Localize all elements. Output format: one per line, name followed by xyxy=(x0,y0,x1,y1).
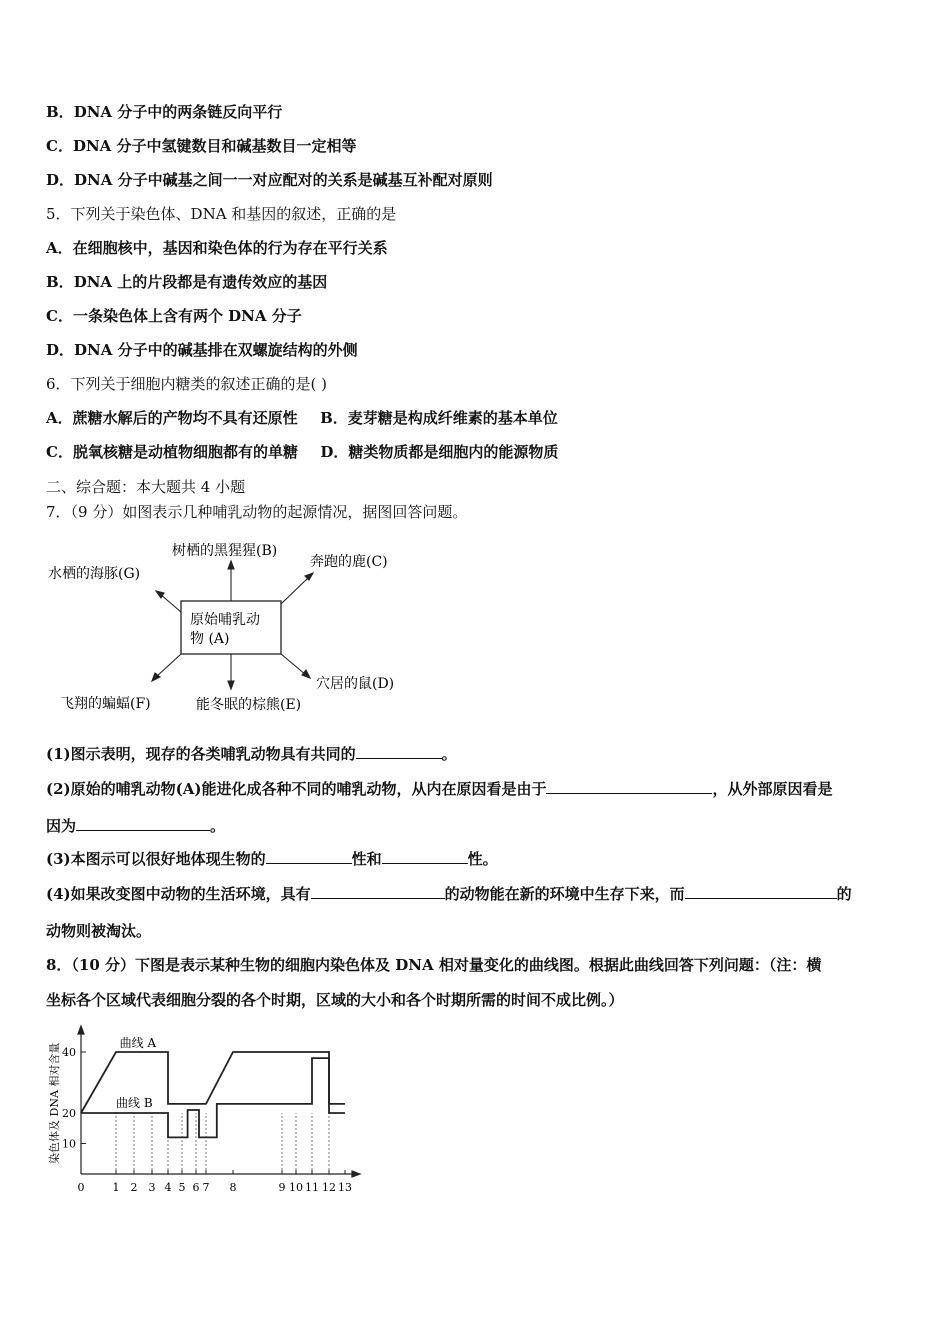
answer-blank-2a[interactable] xyxy=(546,779,712,794)
x-tick-label: 8 xyxy=(229,1181,237,1194)
q6-option-b: B．麦芽糖是构成纤维素的基本单位 xyxy=(320,409,558,427)
q6-option-a: A．蔗糖水解后的产物均不具有还原性 xyxy=(46,409,298,427)
answer-blank-3b[interactable] xyxy=(382,849,468,864)
q4-option-d: D．DNA 分子中碱基之间一一对应配对的关系是碱基互补配对原则 xyxy=(46,171,493,189)
x-tick-label: 6 xyxy=(192,1181,200,1194)
x-tick-label: 2 xyxy=(130,1181,138,1194)
x-axis-arrow xyxy=(352,1171,360,1177)
legend-curve-b: 曲线 B xyxy=(116,1096,153,1110)
q6-option-d: D．糖类物质都是细胞内的能源物质 xyxy=(320,443,559,461)
x-tick-label: 9 xyxy=(278,1181,286,1194)
q7-sub4-line2: 动物则被淘汰。 xyxy=(46,922,152,940)
y-tick-label: 20 xyxy=(62,1107,76,1120)
y-axis-arrow xyxy=(78,1026,84,1034)
q4-option-c: C．DNA 分子中氢键数目和碱基数目一定相等 xyxy=(46,137,357,155)
answer-blank-1[interactable] xyxy=(356,744,442,759)
x-tick-label: 0 xyxy=(77,1181,85,1194)
q7-sub2-line2: 因为 。 xyxy=(46,817,226,835)
q5-option-a: A．在细胞核中，基因和染色体的行为存在平行关系 xyxy=(46,239,388,257)
x-tick-label: 11 xyxy=(305,1181,319,1194)
q8-stem-line2: 坐标各个区域代表细胞分裂的各个时期，区域的大小和各个时期所需的时间不成比例。） xyxy=(46,991,624,1009)
label-d: 穴居的鼠(D) xyxy=(316,676,395,692)
q7-sub4: (4)如果改变图中动物的生活环境，具有 的动物能在新的环境中生存下来，而 的 xyxy=(46,885,852,903)
label-c: 奔跑的鹿(C) xyxy=(310,554,388,570)
center-label-line1: 原始哺乳动 xyxy=(190,612,260,628)
answer-blank-2b[interactable] xyxy=(76,816,210,831)
q5-stem: 5．下列关于染色体、DNA 和基因的叙述，正确的是 xyxy=(46,205,397,223)
x-tick-label: 5 xyxy=(178,1181,186,1194)
label-b: 树栖的黑猩猩(B) xyxy=(172,543,278,559)
q5-option-d: D．DNA 分子中的碱基排在双螺旋结构的外侧 xyxy=(46,341,358,359)
q7-sub3: (3)本图示可以很好地体现生物的 性和 性。 xyxy=(46,850,498,868)
y-tick-label: 40 xyxy=(62,1046,76,1059)
q4-option-b: B．DNA 分子中的两条链反向平行 xyxy=(46,103,283,121)
label-f: 飞翔的蝙蝠(F) xyxy=(60,696,151,712)
x-tick-label: 4 xyxy=(164,1181,172,1194)
q6-options-row1 xyxy=(46,408,558,428)
y-axis-label: 染色体及 DNA 相对含量 xyxy=(48,1042,61,1164)
label-g: 水栖的海豚(G) xyxy=(48,566,141,582)
q6-stem: 6．下列关于细胞内糖类的叙述正确的是( ) xyxy=(46,375,328,393)
q7-sub2: (2)原始的哺乳动物(A)能进化成各种不同的哺乳动物，从内在原因看是由于 ，从外部原因看是 xyxy=(46,780,833,798)
chromosome-dna-chart xyxy=(40,1024,370,1202)
center-label-line2: 物 (A) xyxy=(190,631,230,647)
x-tick-label: 13 xyxy=(338,1181,352,1194)
q5-option-c: C．一条染色体上含有两个 DNA 分子 xyxy=(46,307,302,325)
mammal-origin-diagram xyxy=(44,532,414,722)
q7-stem: 7．（9 分）如图表示几种哺乳动物的起源情况，据图回答问题。 xyxy=(46,503,468,521)
y-tick-label: 10 xyxy=(62,1137,76,1151)
x-tick-label: 7 xyxy=(202,1181,210,1194)
x-tick-label: 10 xyxy=(289,1181,303,1194)
q7-sub1: (1)图示表明，现存的各类哺乳动物具有共同的 。 xyxy=(46,745,457,763)
legend-curve-a: 曲线 A xyxy=(119,1036,157,1050)
answer-blank-3a[interactable] xyxy=(266,849,352,864)
section-heading: 二、综合题：本大题共 4 小题 xyxy=(46,478,246,496)
x-tick-label: 1 xyxy=(112,1181,120,1194)
label-e: 能冬眠的棕熊(E) xyxy=(196,697,302,713)
q5-option-b: B．DNA 上的片段都是有遗传效应的基因 xyxy=(46,273,328,291)
x-tick-label: 12 xyxy=(322,1181,336,1194)
x-tick-label: 3 xyxy=(148,1181,156,1194)
q8-stem-line1: 8．（10 分）下图是表示某种生物的细胞内染色体及 DNA 相对量变化的曲线图。根据此曲线回答下列问题：（注：横 xyxy=(46,956,822,974)
q6-options-row2 xyxy=(46,442,558,462)
q6-option-c: C．脱氧核糖是动植物细胞都有的单糖 xyxy=(46,443,298,461)
answer-blank-4b[interactable] xyxy=(685,884,837,899)
answer-blank-4a[interactable] xyxy=(311,884,445,899)
